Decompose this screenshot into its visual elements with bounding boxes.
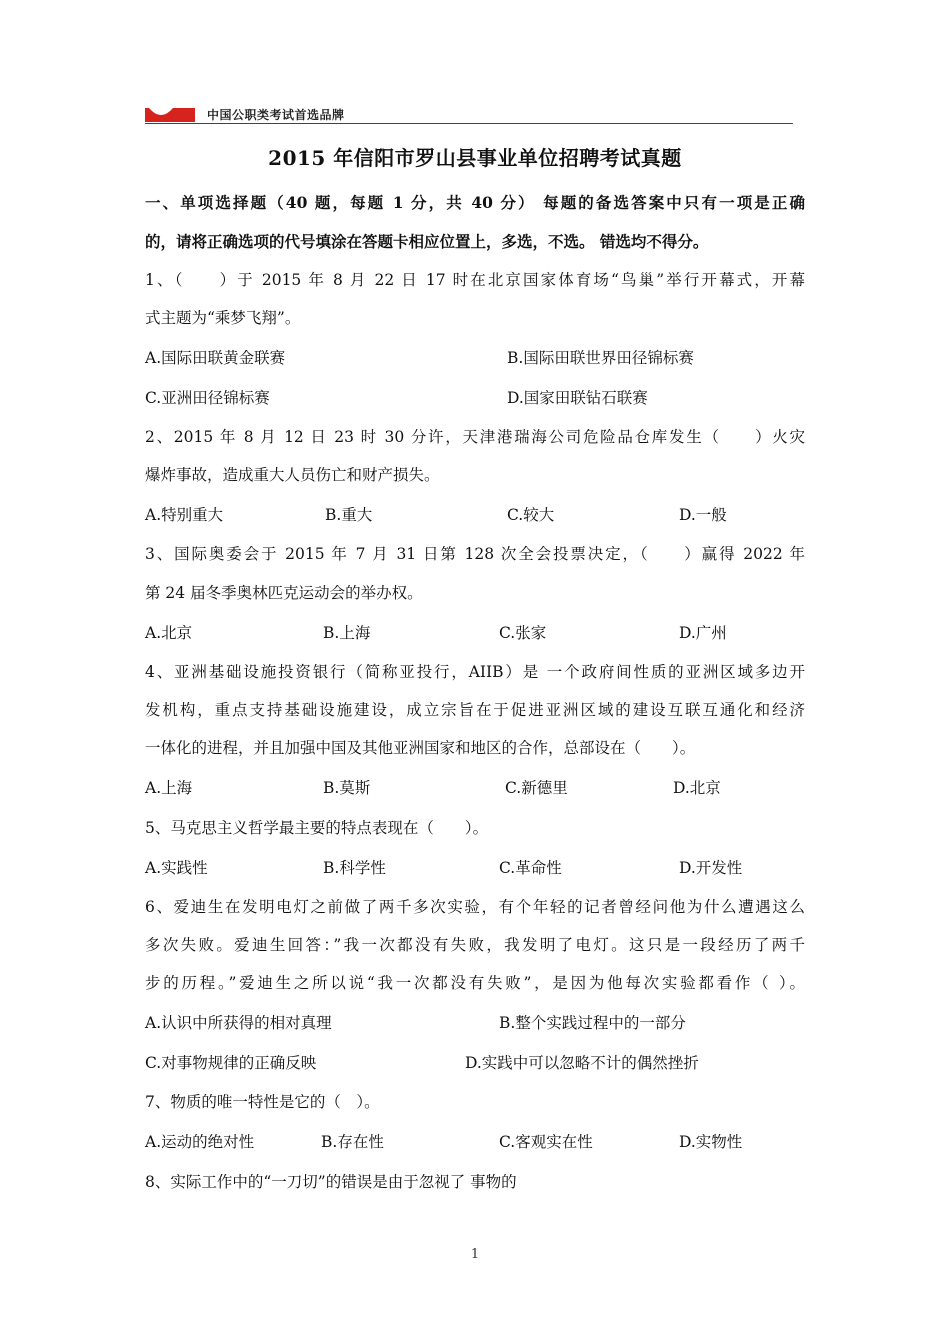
section-instructions-line: 的，请将正确选项的代号填涂在答题卡相应位置上，多选，不选。 错选均不得分。 xyxy=(145,232,709,251)
question-4-text: 4、亚洲基础设施投资银行（简称亚投行，AIIB）是 一个政府间性质的亚洲区域多边开 xyxy=(145,663,805,681)
question-2-option-d: D.一般 xyxy=(679,506,727,524)
question-6-text: 多次失败。爱迪生回答：”我一次都没有失败，我发明了电灯。这只是一段经历了两千 xyxy=(145,936,805,954)
question-3-option-d: D.广州 xyxy=(679,624,727,642)
question-4-option-c: C.新德里 xyxy=(505,779,568,797)
question-3-option-b: B.上海 xyxy=(323,624,371,642)
question-4-option-d: D.北京 xyxy=(673,779,721,797)
question-3-option-a: A.北京 xyxy=(145,624,193,642)
question-6-option-c: C.对事物规律的正确反映 xyxy=(145,1054,317,1072)
question-5-option-d: D.开发性 xyxy=(679,859,743,877)
question-2-option-a: A.特别重大 xyxy=(145,506,224,524)
question-7-option-c: C.客观实在性 xyxy=(499,1133,593,1151)
question-7-option-a: A.运动的绝对性 xyxy=(145,1133,255,1151)
question-2-text: 2、2015 年 8 月 12 日 23 时 30 分许，天津港瑞海公司危险品仓库发生（ ）火灾 xyxy=(145,428,805,446)
question-3-text: 3、国际奥委会于 2015 年 7 月 31 日第 128 次全会投票决定，（ ）赢得 2022 年 xyxy=(145,545,805,563)
question-7-text: 7、物质的唯一特性是它的（ ）。 xyxy=(145,1093,380,1111)
brand-logo-icon xyxy=(145,106,195,122)
question-8-text: 8、实际工作中的“一刀切”的错误是由于忽视了 事物的 xyxy=(145,1173,517,1191)
question-1-option-c: C.亚洲田径锦标赛 xyxy=(145,389,270,407)
question-3-text: 第 24 届冬季奥林匹克运动会的举办权。 xyxy=(145,584,423,602)
page-title: 2015 年信阳市罗山县事业单位招聘考试真题 xyxy=(268,146,682,170)
question-7-option-b: B.存在性 xyxy=(321,1133,384,1151)
question-1-option-d: D.国家田联钻石联赛 xyxy=(507,389,648,407)
header-divider xyxy=(145,123,793,124)
question-5-option-a: A.实践性 xyxy=(145,859,208,877)
question-5-option-c: C.革命性 xyxy=(499,859,562,877)
question-4-option-a: A.上海 xyxy=(145,779,193,797)
question-1-text: 式主题为“乘梦飞翔”。 xyxy=(145,309,301,327)
page-header xyxy=(145,98,793,124)
question-3-option-c: C.张家 xyxy=(499,624,547,642)
question-1-option-b: B.国际田联世界田径锦标赛 xyxy=(507,349,694,367)
question-4-option-b: B.莫斯 xyxy=(323,779,371,797)
question-4-text: 发机构，重点支持基础设施建设，成立宗旨在于促进亚洲区域的建设互联互通化和经济 xyxy=(145,701,805,719)
question-2-text: 爆炸事故，造成重大人员伤亡和财产损失。 xyxy=(145,466,440,484)
question-2-option-c: C.较大 xyxy=(507,506,555,524)
question-6-option-a: A.认识中所获得的相对真理 xyxy=(145,1014,332,1032)
question-5-text: 5、马克思主义哲学最主要的特点表现在（ ）。 xyxy=(145,819,489,837)
question-4-text: 一体化的进程，并且加强中国及其他亚洲国家和地区的合作，总部设在（ ）。 xyxy=(145,739,696,757)
brand-slogan: 中国公职类考试首选品牌 xyxy=(207,108,345,122)
question-6-option-b: B.整个实践过程中的一部分 xyxy=(499,1014,686,1032)
question-7-option-d: D.实物性 xyxy=(679,1133,743,1151)
question-6-text: 6、爱迪生在发明电灯之前做了两千多次实验，有个年轻的记者曾经问他为什么遭遇这么 xyxy=(145,898,805,916)
question-5-option-b: B.科学性 xyxy=(323,859,386,877)
question-6-text: 步的历程。”爱迪生之所以说“我一次都没有失败”，是因为他每次实验都看作（ ）。 xyxy=(145,974,805,992)
section-instructions-line: 一、单项选择题（40 题，每题 1 分，共 40 分） 每题的备选答案中只有一项是正确 xyxy=(145,193,805,212)
question-1-option-a: A.国际田联黄金联赛 xyxy=(145,349,286,367)
question-1-text: 1、（ ）于 2015 年 8 月 22 日 17 时在北京国家体育场“鸟巢”举行开幕式，开幕 xyxy=(145,271,805,289)
question-2-option-b: B.重大 xyxy=(325,506,373,524)
question-6-option-d: D.实践中可以忽略不计的偶然挫折 xyxy=(465,1054,699,1072)
page-number: 1 xyxy=(470,1247,480,1262)
